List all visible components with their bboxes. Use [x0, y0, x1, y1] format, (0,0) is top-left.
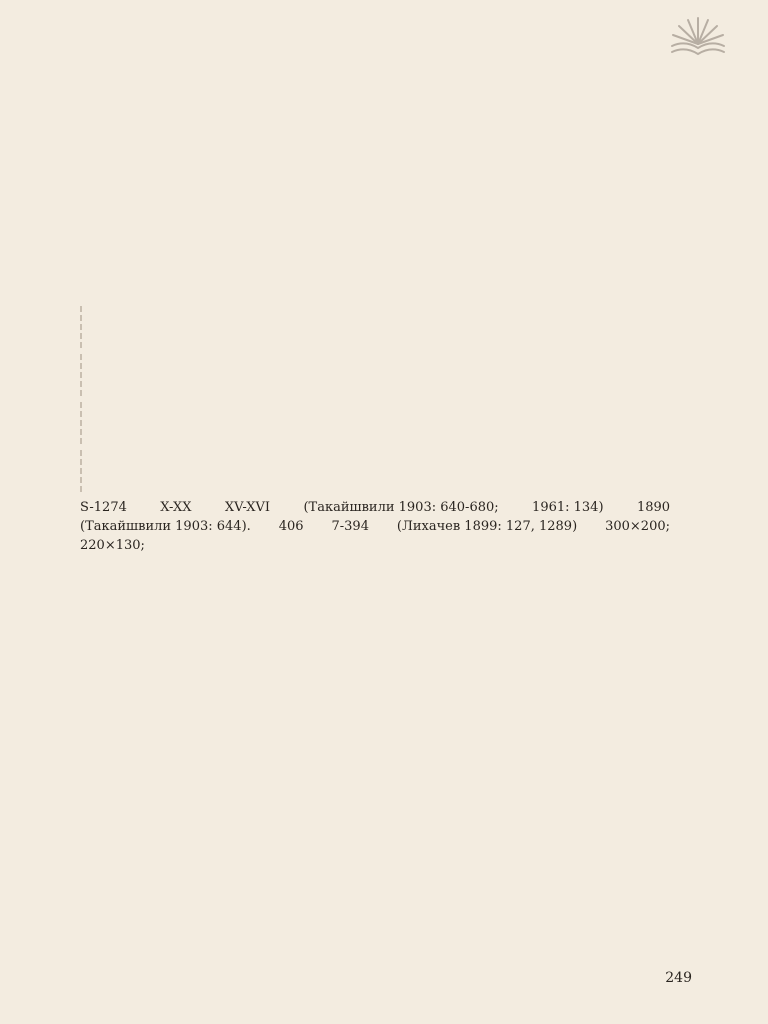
book-sunburst-icon [668, 14, 728, 58]
reference-fragment: 220×130; [80, 538, 145, 553]
paragraph [80, 450, 684, 492]
reference-fragment: XV-XVI [224, 500, 271, 515]
reference-fragment: 1890 [636, 500, 671, 515]
paragraph [80, 306, 684, 348]
reference-fragment: X-XX [160, 500, 192, 515]
reference-fragment: 300×200; [605, 519, 670, 534]
reference-fragment: 406 [278, 519, 304, 534]
library-logo [650, 14, 746, 78]
reference-fragment: S-1274 [80, 500, 127, 515]
reference-fragment: 1961: 134) [532, 500, 604, 515]
reference-fragment: (Такайшвили 1903: 640-680; [303, 500, 499, 515]
article-body [80, 306, 684, 956]
paragraph [80, 402, 684, 444]
reference-fragment: (Такайшвили 1903: 644). [80, 519, 251, 534]
article-title [82, 230, 682, 270]
article-authors [82, 168, 682, 200]
reference-fragment: (Лихачев 1899: 127, 1289) [396, 519, 578, 534]
legible-references [80, 498, 684, 555]
page-number: 249 [665, 970, 692, 986]
logo-caption [650, 62, 746, 78]
paragraph [80, 354, 684, 396]
reference-fragment: 7-394 [331, 519, 369, 534]
